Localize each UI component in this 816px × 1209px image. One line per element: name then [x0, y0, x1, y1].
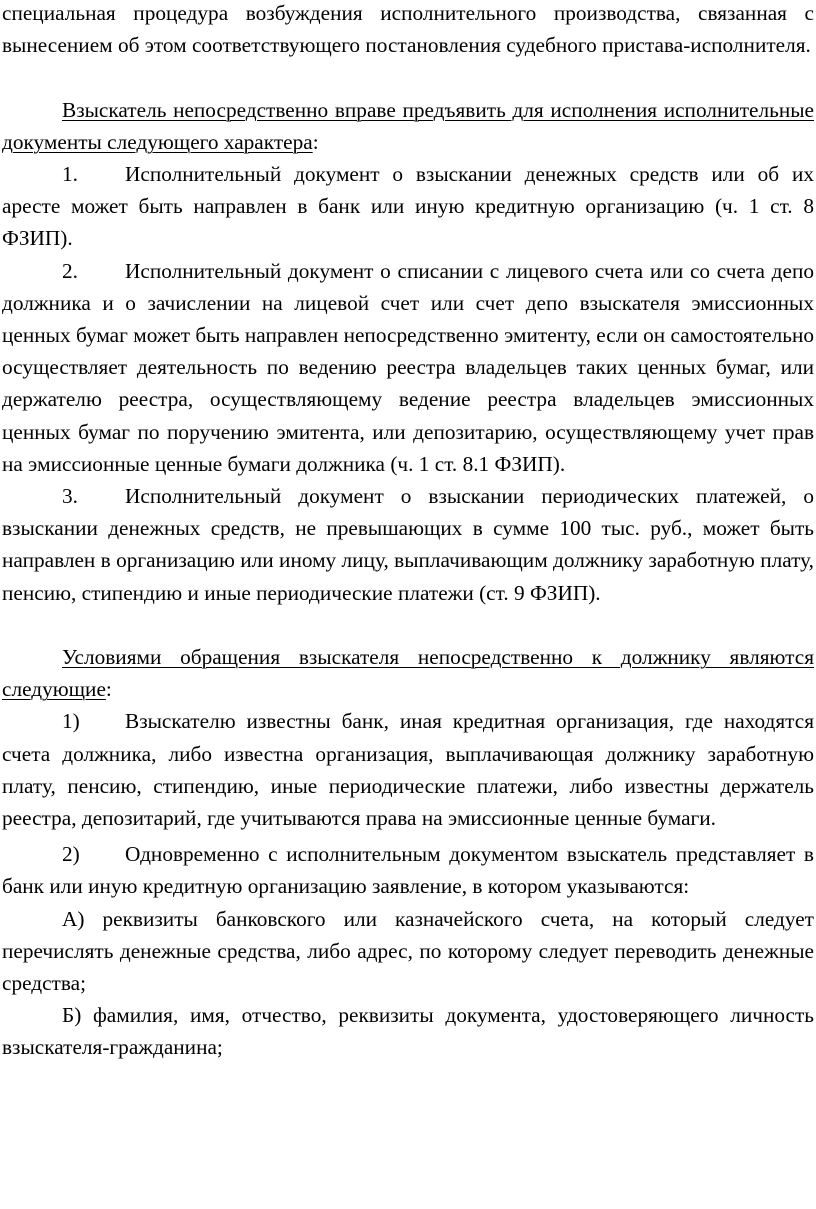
heading-claimant-documents: [2, 94, 814, 158]
sub-item-a: А) реквизиты банковского или казначейского счета, на который следует перечислять денежные средства, либо адрес, по которому следует переводить денежные средства;: [2, 906, 814, 996]
condition-item-2: [2, 838, 814, 902]
list-item-1: [2, 158, 814, 255]
list-item-number: 3.: [62, 484, 78, 509]
heading-conditions-text: Условиями обращения взыскателя непосредственно к должнику являются следующие: [2, 645, 814, 702]
condition-item-1: [2, 705, 814, 834]
condition-item-number: 2): [62, 842, 80, 867]
intro-paragraph: специальная процедура возбуждения исполнительного производства, связанная с вынесением об этом соответствующего постановления судебного пристава-исполнителя.: [2, 1, 814, 58]
list-item-3: [2, 480, 814, 609]
condition-item-text: Взыскателю известны банк, иная кредитная организация, где находятся счета должника, либо известна организация, выплачивающая должнику заработную плату, пенсию, стипендию, иные периодические платежи, либо известны держатель реестра, депозитарий, где учитываются права на эмиссионные ценные бумаги.: [2, 709, 814, 831]
condition-item-number: 1): [62, 709, 80, 734]
paragraph-spacer: [2, 61, 814, 93]
list-item-text: Исполнительный документ о взыскании периодических платежей, о взыскании денежных средств, не превышающих в сумме 100 тыс. руб., может быть направлен в организацию или иному лицу, выплачивающим должнику заработную плату, пенсию, стипендию и иные периодические платежи (ст. 9 ФЗИП).: [2, 484, 814, 605]
condition-item-text: Одновременно с исполнительным документом взыскатель представляет в банк или иную кредитную организацию заявление, в котором указываются:: [2, 842, 814, 899]
heading-claimant-documents-text: Взыскатель непосредственно вправе предъявить для исполнения исполнительные документы следующего характера: [2, 97, 814, 154]
paragraph-spacer: [2, 609, 814, 641]
heading-conditions: [2, 641, 814, 705]
list-item-number: 1.: [62, 162, 78, 186]
list-item-2: [2, 255, 814, 480]
list-item-number: 2.: [62, 258, 78, 283]
heading-colon: :: [105, 677, 112, 702]
heading-colon: :: [312, 129, 319, 154]
list-item-text: Исполнительный документ о взыскании денежных средств или об их аресте может быть направлен в банк или иную кредитную организацию (ч. 1 ст. 8 ФЗИП).: [2, 162, 814, 251]
list-item-text: Исполнительный документ о списании с лицевого счета или со счета депо должника и о зачислении на лицевой счет или счет депо взыскателя эмиссионных ценных бумаг может быть направлен непосредственно эмитенту, если он самостоятельно осуществляет деятельность по ведению реестра владельцев таких ценных бумаг, или держателю реестра, осуществляющему ведение реестра владельцев эмиссионных ценных бумаг по поручению эмитента, или депозитарию, осуществляющему учет прав на эмиссионные ценные бумаги должника (ч. 1 ст. 8.1 ФЗИП).: [2, 258, 814, 476]
sub-item-b: Б) фамилия, имя, отчество, реквизиты документа, удостоверяющего личность взыскателя-гражданина;: [2, 1003, 814, 1060]
